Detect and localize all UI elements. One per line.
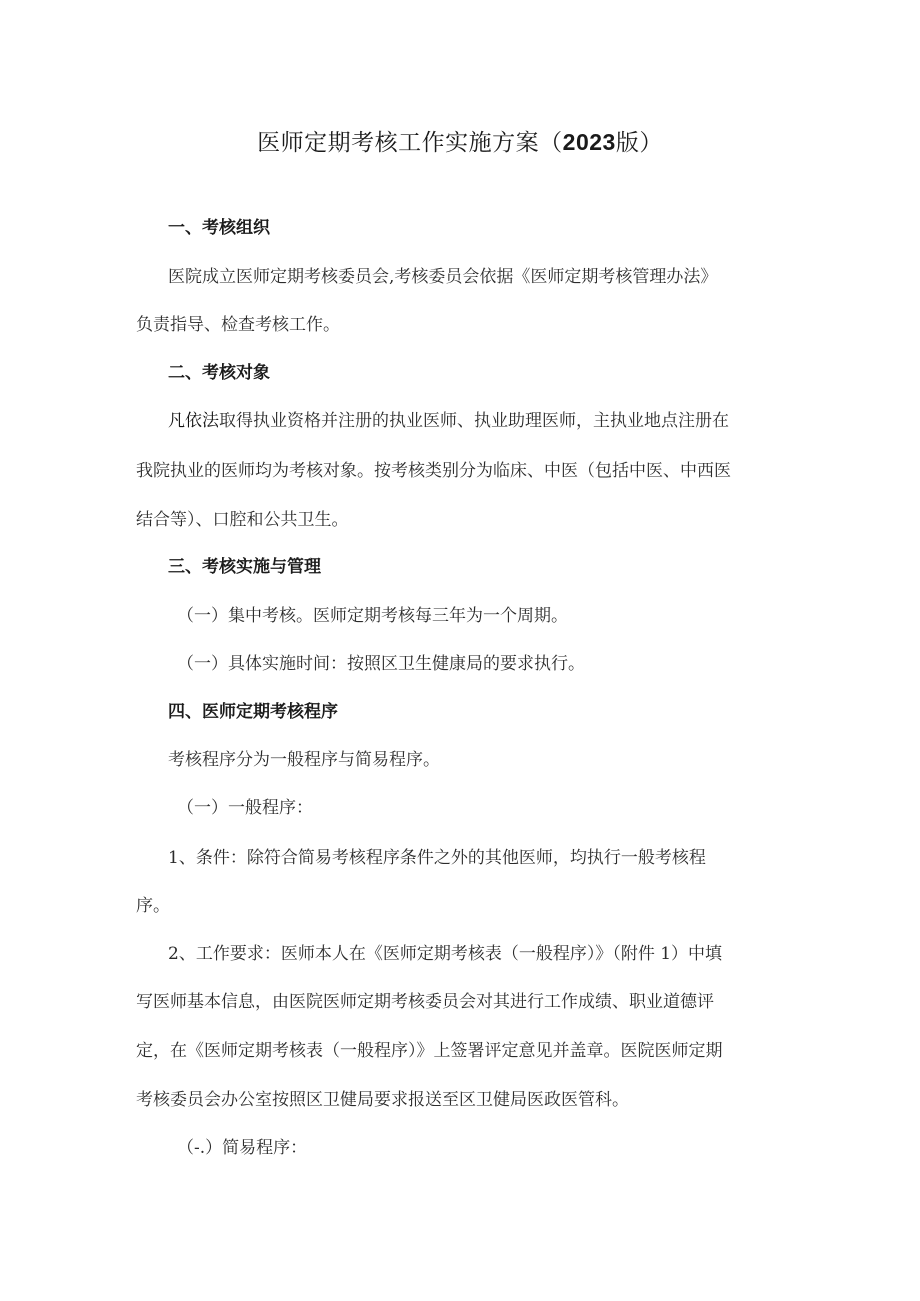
paragraph-line (168, 406, 729, 431)
section-heading-targets: 二、考核对象 (168, 363, 270, 383)
paragraph-line: 定，在《医师定期考核表（一般程序）》上签署评定意见并盖章。医院医师定期 (136, 1041, 723, 1061)
document-title (0, 124, 920, 157)
paragraph-line: 考核程序分为一般程序与简易程序。 (168, 750, 440, 770)
paragraph-lead: 凡依法 (168, 411, 219, 431)
paragraph-line: 负责指导、检查考核工作。 (136, 315, 340, 335)
list-item: （一）具体实施时间：按照区卫生健康局的要求执行。 (177, 654, 585, 674)
paragraph-line: 序。 (136, 896, 170, 916)
title-version: 2023 (562, 129, 616, 155)
paragraph-line: 结合等）、口腔和公共卫生。 (136, 510, 349, 530)
paragraph-line: 2、工作要求：医师本人在《医师定期考核表（一般程序）》（附件 1）中填 (168, 944, 723, 964)
title-text: 医师定期考核工作实施方案（ (257, 130, 563, 156)
subsection-heading: （一）一般程序： (177, 798, 313, 818)
paragraph-line: 考核委员会办公室按照区卫健局要求报送至区卫健局医政医管科。 (136, 1090, 629, 1110)
paragraph-line: 1、条件：除符合简易考核程序条件之外的其他医师，均执行一般考核程 (168, 848, 706, 868)
section-heading-organization: 一、考核组织 (168, 218, 270, 238)
section-heading-implementation: 三、考核实施与管理 (168, 557, 321, 577)
paragraph-line: 我院执业的医师均为考核对象。按考核类别分为临床、中医（包括中医、中西医 (136, 461, 731, 481)
title-suffix: 版） (615, 130, 663, 156)
paragraph-line: 医院成立医师定期考核委员会,考核委员会依据《医师定期考核管理办法》 (168, 267, 718, 287)
paragraph-text: 取得执业资格并注册的执业医师、执业助理医师，主执业地点注册在 (219, 411, 729, 431)
paragraph-line: 写医师基本信息，由医院医师定期考核委员会对其进行工作成绩、职业道德评 (136, 992, 714, 1012)
list-item: （一）集中考核。医师定期考核每三年为一个周期。 (177, 606, 568, 626)
subsection-heading: （-.）简易程序： (177, 1138, 308, 1158)
section-heading-procedure: 四、医师定期考核程序 (168, 702, 338, 722)
